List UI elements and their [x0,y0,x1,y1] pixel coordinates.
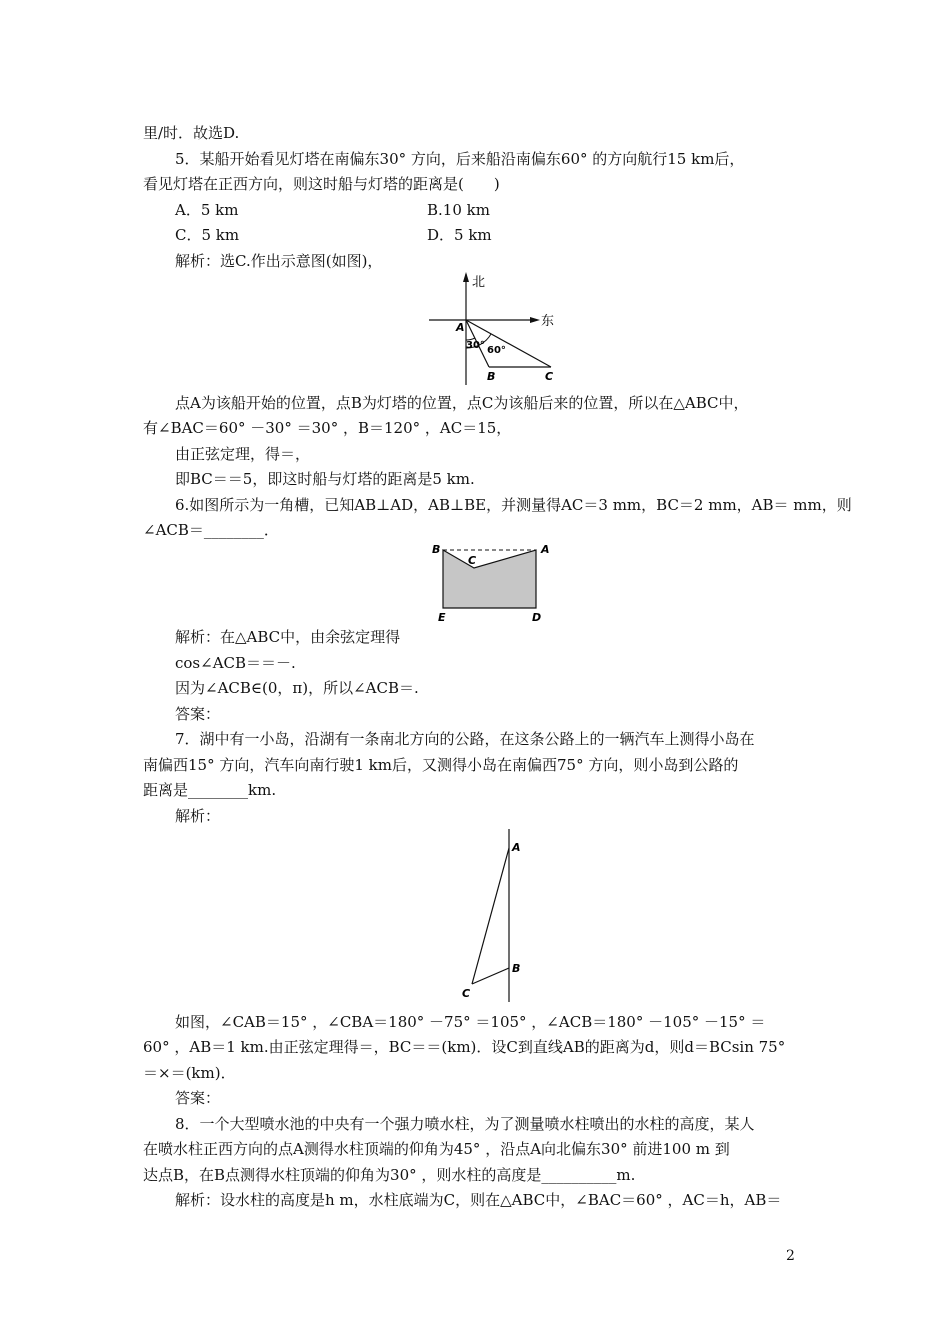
option-c: C．5 km [175,226,240,244]
solution-text: 60° ，AB＝1 km.由正弦定理得＝，BC＝＝(km)．设C到直线AB的距离为d，则d＝BCsin 75° [143,1038,786,1056]
compass-diagram [420,268,560,388]
question-8-text: 8．一个大型喷水池的中央有一个强力喷水柱，为了测量喷水柱喷出的水柱的高度，某人 [175,1115,755,1133]
solution-text: 点A为该船开始的位置，点B为灯塔的位置，点C为该船后来的位置，所以在△ABC中， [175,394,749,412]
text-line: 里/时．故选D. [143,124,240,142]
solution-text: 解析：选C.作出示意图(如图)， [175,252,383,270]
option-b: B.10 km [427,201,490,219]
answer-label: 答案： [175,1089,221,1107]
solution-text: 解析：在△ABC中，由余弦定理得 [175,628,401,646]
point-b-label: B [512,962,521,975]
point-a-label: A [456,321,465,334]
question-5-text: 5．某船开始看见灯塔在南偏东30° 方向，后来船沿南偏东60° 的方向航行15 km后， [175,150,745,168]
solution-text: 如图，∠CAB＝15° ，∠CBA＝180° －75° ＝105° ，∠ACB＝180° －105° －15° ＝ [175,1013,766,1031]
option-a: A．5 km [175,201,239,219]
point-e-label: E [438,611,446,624]
solution-text: 解析：设水柱的高度是h m，水柱底端为C，则在△ABC中，∠BAC＝60° ，AC＝h，AB＝ [175,1191,782,1209]
angle-60-label: 60° [487,345,506,356]
point-b-label: B [432,543,441,556]
question-5-text: 看见灯塔在正西方向，则这时船与灯塔的距离是( ) [143,175,500,193]
page-number: 2 [786,1248,795,1264]
groove-shape [443,550,536,608]
question-6-text: 6.如图所示为一角槽，已知AB⊥AD，AB⊥BE，并测量得AC＝3 mm，BC＝2 mm，AB＝ mm，则 [175,496,852,514]
question-7-text: 7．湖中有一小岛，沿湖有一条南北方向的公路，在这条公路上的一辆汽车上测得小岛在 [175,730,755,748]
north-arrow-icon [463,272,469,282]
line-bc [472,968,509,984]
solution-text: ＝×＝(km)． [143,1064,236,1082]
point-c-label: C [545,370,554,383]
question-7-text: 南偏西15° 方向，汽车向南行驶1 km后，又测得小岛在南偏西75° 方向，则小岛到公路的 [143,756,739,774]
point-a-label: A [541,543,550,556]
question-6-text: ∠ACB＝________． [143,521,279,539]
north-label: 北 [472,275,486,290]
solution-text: 即BC＝＝5，即这时船与灯塔的距离是5 km. [175,470,475,488]
solution-text: 解析： [175,807,221,825]
point-c-label: C [462,987,471,1000]
angle-30-label: 30° [466,340,485,351]
answer-label: 答案： [175,705,221,723]
east-label: 东 [541,314,555,329]
point-c-label: C [468,554,477,567]
solution-text: 因为∠ACB∈(0，π)，所以∠ACB＝. [175,679,419,697]
point-b-label: B [487,370,496,383]
point-d-label: D [532,611,542,624]
line-ac [472,848,509,984]
solution-text: cos∠ACB＝＝－. [175,654,296,672]
question-8-text: 达点B，在B点测得水柱顶端的仰角为30° ，则水柱的高度是__________m. [143,1166,636,1184]
point-a-label: A [512,841,521,854]
road-island-diagram [455,825,535,1005]
groove-diagram [425,540,555,625]
question-8-text: 在喷水柱正西方向的点A测得水柱顶端的仰角为45° ，沿点A向北偏东30° 前进100 m 到 [143,1140,730,1158]
solution-text: 由正弦定理，得＝， [175,445,311,463]
east-arrow-icon [530,317,540,323]
option-d: D．5 km [427,226,492,244]
question-7-text: 距离是________km. [143,781,277,799]
solution-text: 有∠BAC＝60° －30° ＝30° ，B＝120° ，AC＝15， [143,419,512,437]
